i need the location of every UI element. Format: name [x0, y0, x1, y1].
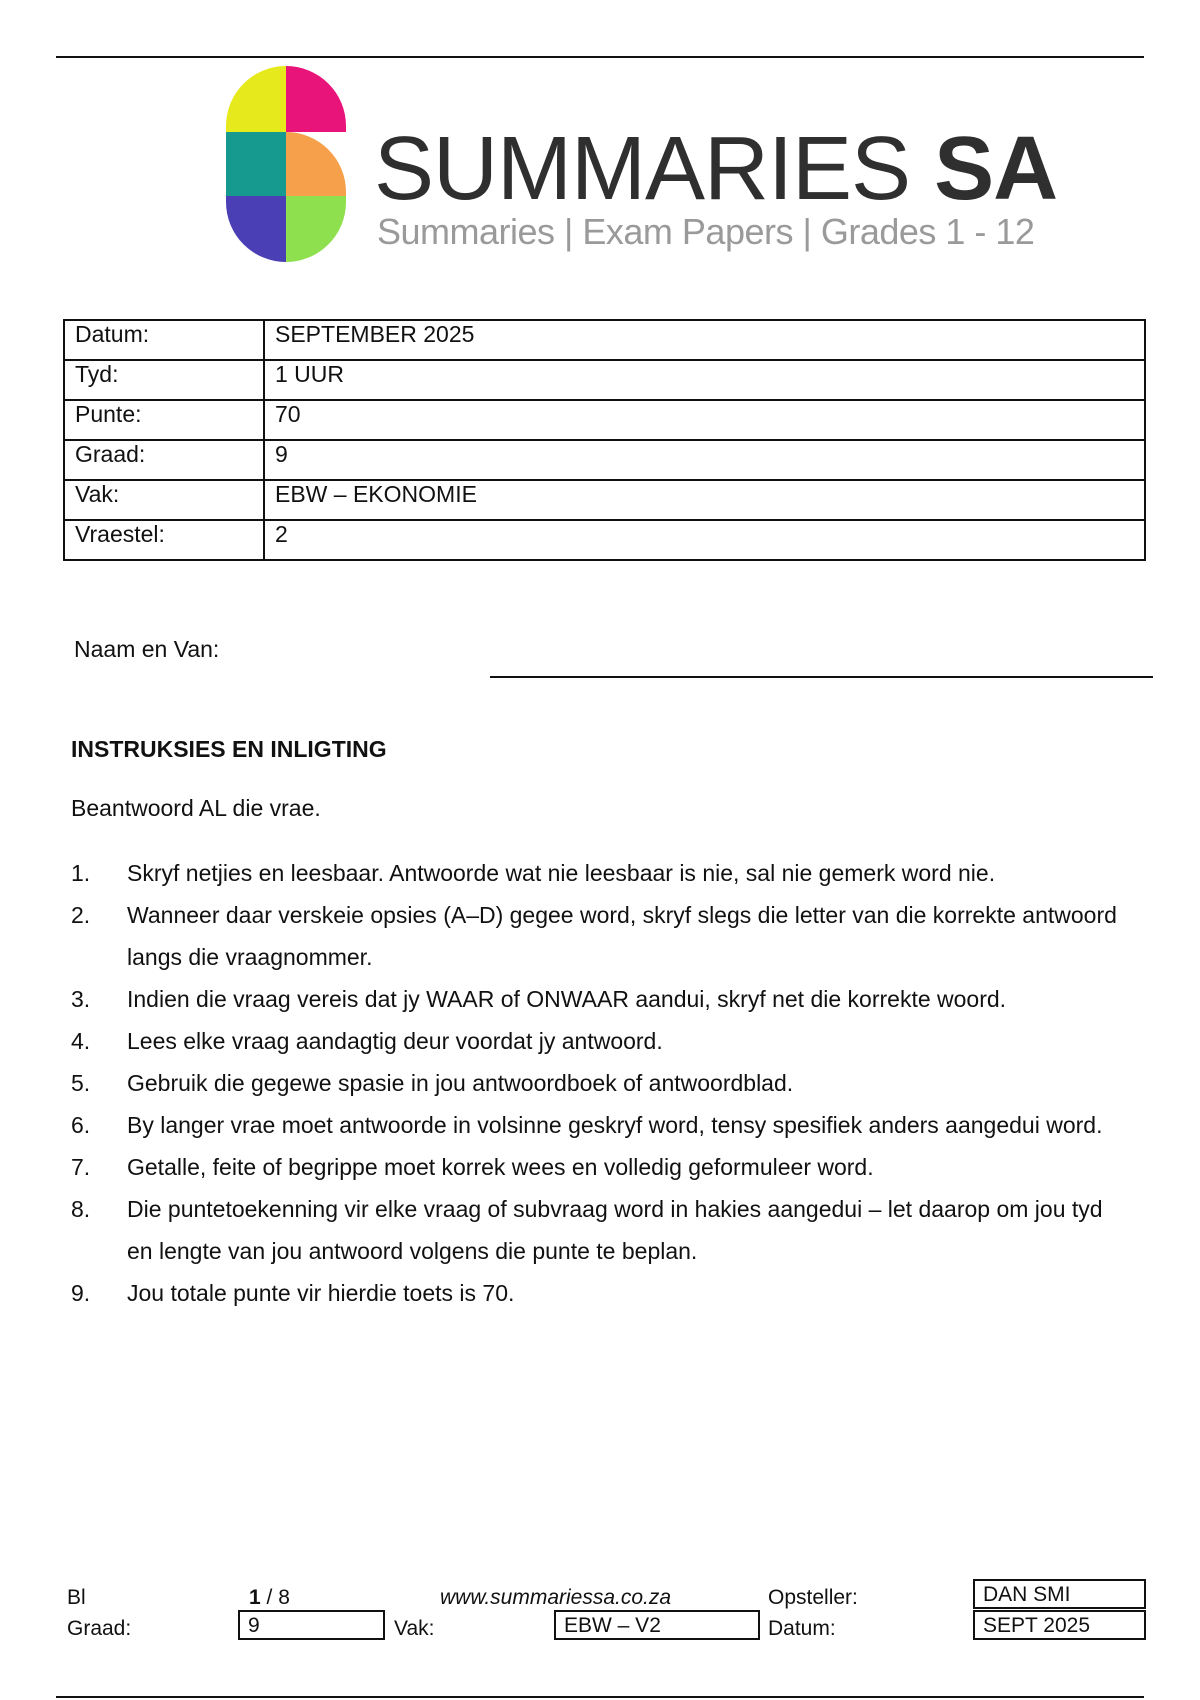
list-item-text: Wanneer daar verskeie opsies (A–D) gegee word, skryf slegs die letter van die korrekte antwoord langs die vraagnommer. — [127, 902, 1117, 970]
list-item-text: Die puntetoekenning vir elke vraag of subvraag word in hakies aangedui – let daarop om jou tyd en lengte van jou antwoord volgens die punte te beplan. — [127, 1196, 1103, 1264]
details-row-grade — [64, 440, 1145, 480]
footer-author-label: Opsteller: — [768, 1586, 858, 1609]
instructions-intro: Beantwoord AL die vrae. — [71, 795, 321, 821]
footer-grade-label: Graad: — [67, 1617, 132, 1640]
list-item-text: Lees elke vraag aandagtig deur voordat jy antwoord. — [127, 1028, 663, 1054]
instructions-heading: INSTRUKSIES EN INLIGTING — [71, 736, 387, 762]
list-item-number: 4. — [71, 1028, 91, 1054]
list-item — [71, 978, 1131, 1020]
list-item-number: 6. — [71, 1112, 91, 1138]
details-value: 2 — [264, 520, 1145, 560]
name-surname-line[interactable] — [490, 676, 1153, 678]
details-value: EBW – EKONOMIE — [264, 480, 1145, 520]
logo-mark-icon — [220, 66, 352, 262]
details-label: Punte: — [64, 400, 264, 440]
list-item — [71, 894, 1131, 978]
footer-grade-value: 9 — [238, 1610, 385, 1640]
list-item — [71, 1104, 1131, 1146]
instructions-list — [71, 852, 1131, 1314]
list-item-number: 7. — [71, 1154, 91, 1180]
footer-url-link[interactable]: www.summariessa.co.za — [440, 1586, 672, 1609]
list-item-number: 9. — [71, 1280, 91, 1306]
details-label: Graad: — [64, 440, 264, 480]
footer-page-total: / 8 — [266, 1586, 290, 1609]
list-item — [71, 1272, 1131, 1314]
list-item-text: Gebruik die gegewe spasie in jou antwoordboek of antwoordblad. — [127, 1070, 794, 1096]
logo-yellow-segment — [226, 66, 286, 132]
details-value: 9 — [264, 440, 1145, 480]
list-item — [71, 852, 1131, 894]
footer-subject-value: EBW – V2 — [554, 1610, 760, 1640]
footer-page-label: Bl — [67, 1586, 86, 1609]
details-row-date — [64, 320, 1145, 360]
name-surname-label: Naam en Van: — [74, 636, 220, 662]
list-item — [71, 1062, 1131, 1104]
details-row-marks — [64, 400, 1145, 440]
summaries-sa-logo — [220, 66, 1058, 266]
list-item-text: By langer vrae moet antwoorde in volsinne geskryf word, tensy spesifiek anders aangedui word. — [127, 1112, 1103, 1138]
list-item-text: Jou totale punte vir hierdie toets is 70. — [127, 1280, 515, 1306]
top-rule — [56, 56, 1144, 58]
logo-teal-segment — [226, 132, 286, 196]
logo-green-segment — [286, 196, 346, 262]
list-item-number: 1. — [71, 860, 91, 886]
list-item-text: Indien die vraag vereis dat jy WAAR of ONWAAR aandui, skryf net die korrekte woord. — [127, 986, 1007, 1012]
details-value: 1 UUR — [264, 360, 1145, 400]
list-item — [71, 1146, 1131, 1188]
footer-date-value: SEPT 2025 — [973, 1610, 1146, 1640]
details-label: Vak: — [64, 480, 264, 520]
list-item — [71, 1020, 1131, 1062]
details-row-paper — [64, 520, 1145, 560]
footer-subject-label: Vak: — [394, 1617, 435, 1640]
list-item-number: 2. — [71, 902, 91, 928]
logo-orange-segment — [286, 132, 346, 196]
footer-author-value: DAN SMI — [973, 1579, 1146, 1609]
details-label: Tyd: — [64, 360, 264, 400]
details-label: Vraestel: — [64, 520, 264, 560]
bottom-rule — [56, 1696, 1144, 1698]
brand-tagline: Summaries | Exam Papers | Grades 1 - 12 — [377, 211, 1035, 252]
details-label: Datum: — [64, 320, 264, 360]
footer-date-label: Datum: — [768, 1617, 836, 1640]
footer-page-current: 1 — [249, 1586, 261, 1609]
details-value: 70 — [264, 400, 1145, 440]
brand-name-light: SUMMARIES — [374, 119, 911, 219]
brand-name — [374, 119, 1058, 219]
exam-details-table — [63, 319, 1146, 561]
footer-page-number — [249, 1587, 290, 1608]
list-item — [71, 1188, 1131, 1272]
list-item-text: Skryf netjies en leesbaar. Antwoorde wat nie leesbaar is nie, sal nie gemerk word nie. — [127, 860, 996, 886]
details-row-subject — [64, 480, 1145, 520]
details-value: SEPTEMBER 2025 — [264, 320, 1145, 360]
list-item-number: 3. — [71, 986, 91, 1012]
details-row-time — [64, 360, 1145, 400]
list-item-text: Getalle, feite of begrippe moet korrek wees en volledig geformuleer word. — [127, 1154, 874, 1180]
logo-magenta-segment — [286, 66, 346, 132]
logo-purple-segment — [226, 196, 286, 262]
list-item-number: 5. — [71, 1070, 91, 1096]
brand-name-bold: SA — [934, 119, 1058, 219]
list-item-number: 8. — [71, 1196, 91, 1222]
